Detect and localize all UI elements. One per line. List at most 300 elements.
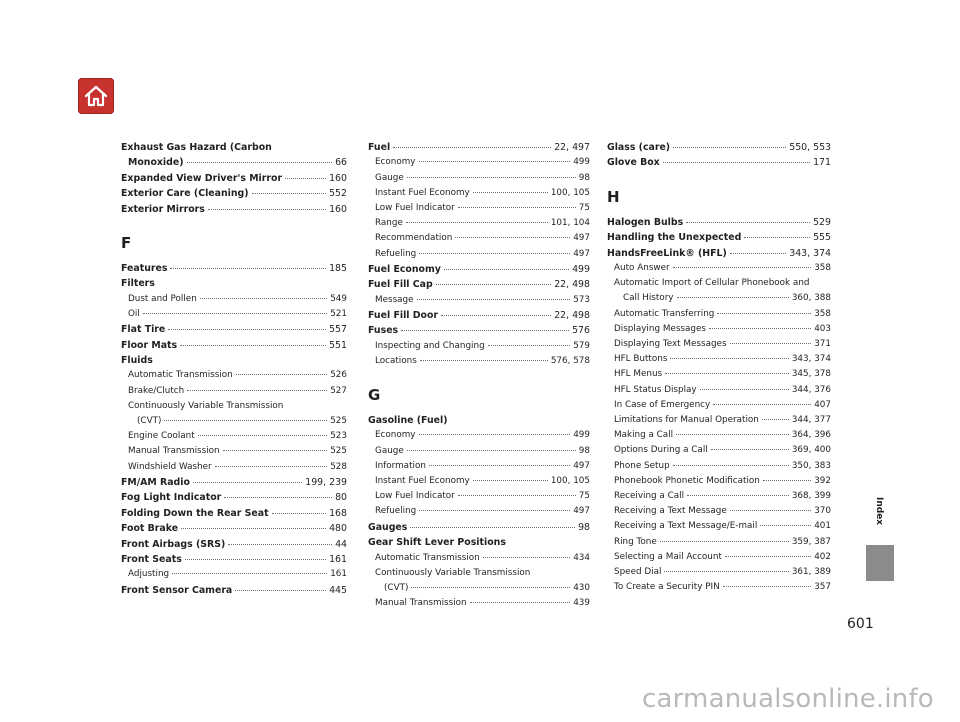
index-entry[interactable]: [607, 230, 831, 245]
dot-leader: [168, 329, 326, 330]
index-subentry[interactable]: [607, 322, 831, 337]
entry-term: Brake/Clutch: [128, 385, 185, 396]
entry-term: Automatic Transmission: [375, 552, 480, 563]
entry-term: Ring Tone: [614, 536, 657, 547]
dot-leader: [417, 299, 571, 300]
page-reference[interactable]: 66: [335, 157, 347, 169]
index-entry[interactable]: [121, 490, 347, 505]
dot-leader: [760, 525, 811, 526]
index-entry[interactable]: [121, 506, 347, 521]
index-entry[interactable]: [121, 261, 347, 276]
dot-leader: [419, 434, 571, 435]
index-entry: Gasoline (Fuel): [368, 415, 448, 427]
page-reference[interactable]: 555: [813, 232, 831, 244]
entry-term: (CVT): [384, 582, 409, 593]
entry-term: Foot Brake: [121, 523, 179, 535]
entry-term: Manual Transmission: [128, 446, 220, 457]
dot-leader: [444, 269, 569, 270]
dot-leader: [488, 345, 571, 346]
page-reference[interactable]: 357: [814, 582, 831, 593]
page-reference[interactable]: 392: [814, 475, 831, 486]
index-subentry[interactable]: [368, 444, 590, 459]
index-entry[interactable]: [121, 322, 347, 337]
page-reference[interactable]: 551: [329, 339, 347, 351]
home-button[interactable]: [78, 78, 114, 114]
index-side-tab[interactable]: [866, 545, 894, 581]
page-reference[interactable]: 345, 378: [791, 369, 831, 380]
section-letter: H: [607, 187, 620, 206]
entry-term: Front Airbags (SRS): [121, 538, 226, 550]
entry-term: Monoxide): [128, 157, 184, 169]
dot-leader: [673, 147, 786, 148]
index-entry[interactable]: [121, 171, 347, 186]
page-reference[interactable]: 439: [573, 598, 590, 609]
entry-term: FM/AM Radio: [121, 476, 190, 488]
entry-term: Handling the Unexpected: [607, 232, 742, 244]
index-subentry[interactable]: [368, 155, 590, 170]
page-reference[interactable]: 100, 105: [550, 187, 590, 198]
dot-leader: [143, 313, 327, 314]
dot-leader: [673, 465, 789, 466]
entry-term: Receiving a Text Message: [614, 506, 727, 517]
index-entry[interactable]: [121, 475, 347, 490]
page-reference[interactable]: 497: [573, 460, 590, 471]
index-subentry[interactable]: [121, 567, 347, 582]
dot-leader: [401, 330, 569, 331]
index-subentry[interactable]: [607, 565, 831, 580]
index-subentry[interactable]: [121, 292, 347, 307]
index-subentry[interactable]: [368, 231, 590, 246]
page-reference[interactable]: 358: [814, 308, 831, 319]
dot-leader: [419, 510, 570, 511]
index-subentry[interactable]: [121, 414, 347, 429]
page-reference[interactable]: 369, 400: [791, 445, 831, 456]
page-reference[interactable]: 358: [814, 263, 831, 274]
entry-term: Fuel Fill Door: [368, 309, 439, 321]
index-entry[interactable]: [368, 308, 590, 323]
dot-leader: [458, 495, 576, 496]
index-subentry[interactable]: [368, 459, 590, 474]
page-reference[interactable]: 98: [578, 172, 590, 183]
dot-leader: [410, 527, 575, 528]
entry-term: Displaying Messages: [614, 323, 706, 334]
index-entry[interactable]: [121, 338, 347, 353]
page-reference[interactable]: 343, 374: [789, 247, 831, 259]
index-entry[interactable]: [607, 246, 831, 261]
dot-leader: [429, 465, 570, 466]
index-entry: Filters: [121, 278, 155, 290]
index-entry[interactable]: [368, 277, 590, 292]
index-subentry[interactable]: [368, 247, 590, 262]
index-entry[interactable]: [121, 583, 347, 598]
dot-leader: [180, 345, 326, 346]
entry-term: Front Seats: [121, 553, 182, 565]
entry-term: Glass (care): [607, 142, 671, 153]
page-reference[interactable]: 75: [578, 203, 590, 214]
dot-leader: [676, 434, 789, 435]
entry-term: Call History: [623, 293, 674, 304]
entry-term: Front Sensor Camera: [121, 584, 233, 596]
index-entry[interactable]: Exhaust Gas Hazard (Carbon: [121, 142, 272, 153]
entry-term: Glove Box: [607, 157, 660, 169]
page-reference[interactable]: 521: [330, 309, 347, 320]
dot-leader: [677, 297, 789, 298]
index-entry[interactable]: [121, 202, 347, 217]
dot-leader: [224, 497, 332, 498]
entry-term: Message: [375, 294, 414, 305]
index-entry[interactable]: [368, 323, 590, 338]
index-subentry[interactable]: [368, 428, 590, 443]
entry-term: Displaying Text Messages: [614, 339, 727, 350]
page-reference[interactable]: 98: [578, 445, 590, 456]
page-reference[interactable]: 101, 104: [550, 218, 590, 229]
index-entry[interactable]: [368, 262, 590, 277]
page-reference[interactable]: 499: [573, 430, 590, 441]
page-reference[interactable]: 480: [329, 523, 347, 535]
index-subentry[interactable]: [368, 489, 590, 504]
page-reference[interactable]: 497: [573, 248, 590, 259]
dot-leader: [223, 450, 328, 451]
index-subentry[interactable]: [607, 398, 831, 413]
dot-leader: [730, 253, 786, 254]
page-reference[interactable]: 402: [814, 551, 831, 562]
page-reference[interactable]: 22, 498: [554, 279, 590, 291]
dot-leader: [725, 556, 811, 557]
entry-term: Phonebook Phonetic Modification: [614, 475, 760, 486]
index-subentry[interactable]: [368, 201, 590, 216]
index-subentry[interactable]: [368, 551, 590, 566]
entry-term: Windshield Washer: [128, 461, 212, 472]
page-reference[interactable]: 368, 399: [791, 491, 831, 502]
dot-leader: [723, 586, 812, 587]
page-reference[interactable]: 344, 377: [791, 415, 831, 426]
entry-term: Features: [121, 263, 168, 275]
dot-leader: [700, 389, 789, 390]
entry-term: (CVT): [137, 416, 162, 427]
entry-term: Exterior Mirrors: [121, 203, 205, 215]
dot-leader: [406, 222, 548, 223]
entry-term: HFL Status Display: [614, 384, 697, 395]
page-reference[interactable]: 403: [814, 323, 831, 334]
index-entry[interactable]: [368, 140, 590, 155]
page-reference[interactable]: 401: [814, 521, 831, 532]
page-reference[interactable]: 525: [330, 446, 347, 457]
entry-term: Inspecting and Changing: [375, 340, 485, 351]
dot-leader: [164, 420, 327, 421]
dot-leader: [198, 435, 327, 436]
page-reference[interactable]: 168: [329, 507, 347, 519]
index-entry[interactable]: [368, 520, 590, 535]
index-entry[interactable]: [607, 215, 831, 230]
page-reference[interactable]: 161: [330, 569, 347, 580]
section-letter: F: [121, 234, 132, 253]
page-reference[interactable]: 160: [329, 172, 347, 184]
index-subentry[interactable]: [121, 429, 347, 444]
entry-term: Automatic Transferring: [614, 308, 715, 319]
entry-term: Low Fuel Indicator: [375, 491, 455, 502]
entry-term: Phone Setup: [614, 460, 670, 471]
index-entry[interactable]: [607, 155, 831, 170]
dot-leader: [441, 315, 551, 316]
dot-leader: [208, 209, 326, 210]
entry-term: Exterior Care (Cleaning): [121, 188, 249, 200]
index-subentry[interactable]: [368, 596, 590, 611]
entry-term: HFL Buttons: [614, 354, 668, 365]
dot-leader: [411, 587, 570, 588]
index-subentry[interactable]: [607, 352, 831, 367]
index-entry[interactable]: [121, 552, 347, 567]
index-subentry[interactable]: Automatic Import of Cellular Phonebook and: [614, 278, 810, 289]
entry-term: Receiving a Call: [614, 491, 685, 502]
page-reference[interactable]: 529: [813, 216, 831, 228]
index-subentry[interactable]: [607, 383, 831, 398]
index-subentry[interactable]: [607, 337, 831, 352]
dot-leader: [664, 571, 788, 572]
entry-term: Information: [375, 460, 426, 471]
entry-term: Adjusting: [128, 569, 170, 580]
home-icon: [83, 83, 109, 109]
dot-leader: [687, 495, 789, 496]
entry-term: Refueling: [375, 248, 417, 259]
dot-leader: [744, 237, 810, 238]
page-reference[interactable]: 525: [330, 416, 347, 427]
entry-term: HFL Menus: [614, 369, 663, 380]
index-subentry[interactable]: [607, 307, 831, 322]
index-subentry[interactable]: Continuously Variable Transmission: [375, 567, 531, 578]
index-subentry[interactable]: [368, 186, 590, 201]
dot-leader: [670, 358, 788, 359]
index-subentry[interactable]: [368, 293, 590, 308]
index-subentry[interactable]: Continuously Variable Transmission: [128, 400, 284, 411]
index-entry: Gear Shift Lever Positions: [368, 537, 506, 549]
entry-term: In Case of Emergency: [614, 399, 711, 410]
entry-term: Fuel Economy: [368, 263, 441, 275]
dot-leader: [663, 162, 810, 163]
page-reference[interactable]: 576: [572, 325, 590, 337]
index-subentry[interactable]: [607, 550, 831, 565]
entry-term: Flat Tire: [121, 324, 166, 336]
dot-leader: [483, 557, 570, 558]
page-reference[interactable]: 434: [573, 552, 590, 563]
page-reference[interactable]: 359, 387: [791, 536, 831, 547]
page-reference[interactable]: 528: [330, 461, 347, 472]
entry-term: Fuel Fill Cap: [368, 279, 433, 291]
page-reference[interactable]: 361, 389: [791, 567, 831, 578]
dot-leader: [252, 193, 327, 194]
index-subentry[interactable]: [607, 459, 831, 474]
index-subentry[interactable]: [121, 460, 347, 475]
dot-leader: [185, 559, 326, 560]
entry-term: Fuses: [368, 325, 399, 337]
entry-term: Speed Dial: [614, 567, 662, 578]
page-reference[interactable]: 523: [330, 431, 347, 442]
page-reference[interactable]: 22, 497: [554, 142, 590, 153]
page-reference[interactable]: 360, 388: [791, 293, 831, 304]
dot-leader: [215, 466, 328, 467]
entry-term: Floor Mats: [121, 339, 178, 351]
dot-leader: [172, 573, 327, 574]
page-reference[interactable]: 549: [330, 293, 347, 304]
index-entry[interactable]: [121, 537, 347, 552]
entry-term: Low Fuel Indicator: [375, 203, 455, 214]
dot-leader: [420, 360, 548, 361]
dot-leader: [711, 449, 789, 450]
dot-leader: [709, 328, 811, 329]
entry-term: Instant Fuel Economy: [375, 476, 470, 487]
dot-leader: [200, 298, 327, 299]
index-subentry[interactable]: [368, 339, 590, 354]
entry-term: Oil: [128, 309, 140, 320]
page-reference[interactable]: 98: [578, 521, 590, 533]
index-subentry[interactable]: [607, 261, 831, 276]
page-reference[interactable]: 499: [573, 157, 590, 168]
page-reference[interactable]: 573: [573, 294, 590, 305]
page-reference[interactable]: 579: [573, 340, 590, 351]
page-reference[interactable]: 160: [329, 203, 347, 215]
index-subentry[interactable]: [368, 171, 590, 186]
index-entry[interactable]: [607, 140, 831, 155]
entry-term: Engine Coolant: [128, 431, 195, 442]
entry-term: Refueling: [375, 506, 417, 517]
dot-leader: [285, 178, 326, 179]
entry-term: Fuel: [368, 142, 391, 153]
dot-leader: [436, 284, 552, 285]
dot-leader: [407, 177, 576, 178]
dot-leader: [393, 147, 551, 148]
page-reference[interactable]: 22, 498: [554, 309, 590, 321]
page-reference[interactable]: 370: [814, 506, 831, 517]
index-subentry[interactable]: [607, 519, 831, 534]
entry-term: Recommendation: [375, 233, 453, 244]
index-entry[interactable]: [121, 186, 347, 201]
page-reference[interactable]: 344, 376: [791, 384, 831, 395]
index-subentry[interactable]: [607, 443, 831, 458]
entry-term: Auto Answer: [614, 263, 670, 274]
index-subentry[interactable]: [121, 384, 347, 399]
entry-term: Selecting a Mail Account: [614, 551, 722, 562]
dot-leader: [235, 590, 326, 591]
page-reference[interactable]: 497: [573, 506, 590, 517]
index-subentry[interactable]: [607, 291, 831, 306]
page-number: 601: [847, 616, 874, 632]
page-reference[interactable]: 343, 374: [791, 354, 831, 365]
page-reference[interactable]: 185: [329, 263, 347, 275]
dot-leader: [717, 313, 811, 314]
dot-leader: [686, 222, 810, 223]
dot-leader: [762, 419, 789, 420]
index-subentry[interactable]: [368, 216, 590, 231]
entry-term: Expanded View Driver's Mirror: [121, 172, 283, 184]
dot-leader: [272, 513, 327, 514]
entry-term: Economy: [375, 157, 416, 168]
dot-leader: [473, 192, 548, 193]
index-column-3: [607, 140, 831, 596]
index-subentry[interactable]: [368, 354, 590, 369]
index-subentry[interactable]: [121, 307, 347, 322]
page-reference[interactable]: 499: [572, 263, 590, 275]
entry-term: Gauges: [368, 521, 408, 533]
entry-term: HandsFreeLink® (HFL): [607, 247, 727, 259]
index-entry: Fluids: [121, 355, 153, 367]
dot-leader: [407, 450, 576, 451]
page-reference[interactable]: 80: [335, 492, 347, 504]
page-reference[interactable]: 527: [330, 385, 347, 396]
page-reference[interactable]: 100, 105: [550, 476, 590, 487]
index-subentry[interactable]: [368, 581, 590, 596]
entry-term: Fog Light Indicator: [121, 492, 222, 504]
entry-term: Making a Call: [614, 430, 674, 441]
dot-leader: [228, 544, 332, 545]
index-subentry[interactable]: [121, 368, 347, 383]
index-subentry[interactable]: [607, 413, 831, 428]
index-subentry[interactable]: [607, 474, 831, 489]
dot-leader: [187, 162, 333, 163]
index-subentry[interactable]: [368, 474, 590, 489]
section-letter: G: [368, 386, 381, 405]
page-reference[interactable]: 161: [329, 553, 347, 565]
page-reference[interactable]: 407: [814, 399, 831, 410]
index-subentry[interactable]: [368, 504, 590, 519]
index-subentry[interactable]: [121, 444, 347, 459]
entry-term: Locations: [375, 355, 417, 366]
entry-term: Halogen Bulbs: [607, 216, 684, 228]
entry-term: Gauge: [375, 172, 404, 183]
page-reference[interactable]: 430: [573, 582, 590, 593]
entry-term: Economy: [375, 430, 416, 441]
page-reference[interactable]: 75: [578, 491, 590, 502]
index-entry[interactable]: [121, 155, 347, 170]
index-side-label: Index: [874, 497, 884, 526]
dot-leader: [193, 482, 302, 483]
index-subentry[interactable]: [607, 504, 831, 519]
index-subentry[interactable]: [607, 535, 831, 550]
index-subentry[interactable]: [607, 580, 831, 595]
index-subentry[interactable]: [607, 489, 831, 504]
entry-term: Limitations for Manual Operation: [614, 415, 759, 426]
index-entry[interactable]: [121, 521, 347, 536]
dot-leader: [236, 374, 327, 375]
dot-leader: [419, 253, 570, 254]
page-reference[interactable]: 44: [335, 538, 347, 550]
entry-term: Options During a Call: [614, 445, 708, 456]
dot-leader: [673, 267, 812, 268]
entry-term: Gauge: [375, 445, 404, 456]
index-subentry[interactable]: [607, 428, 831, 443]
page-reference[interactable]: 171: [813, 157, 831, 169]
dot-leader: [730, 510, 811, 511]
page-reference[interactable]: 557: [329, 324, 347, 336]
dot-leader: [470, 602, 571, 603]
index-column-1: [121, 140, 347, 598]
page-reference[interactable]: 199, 239: [305, 476, 347, 488]
watermark: carmanualsonline.info: [642, 684, 934, 714]
entry-term: Instant Fuel Economy: [375, 187, 470, 198]
index-subentry[interactable]: [607, 367, 831, 382]
page-reference[interactable]: 526: [330, 370, 347, 381]
dot-leader: [665, 373, 789, 374]
page-reference[interactable]: 497: [573, 233, 590, 244]
entry-term: Automatic Transmission: [128, 370, 233, 381]
page-reference[interactable]: 364, 396: [791, 430, 831, 441]
dot-leader: [713, 404, 811, 405]
page-reference[interactable]: 445: [329, 584, 347, 596]
page-reference[interactable]: 350, 383: [791, 460, 831, 471]
page-reference[interactable]: 576, 578: [550, 355, 590, 366]
page-reference[interactable]: 550, 553: [789, 142, 831, 153]
page-reference[interactable]: 552: [329, 188, 347, 200]
dot-leader: [455, 237, 570, 238]
page-reference[interactable]: 371: [814, 339, 831, 350]
